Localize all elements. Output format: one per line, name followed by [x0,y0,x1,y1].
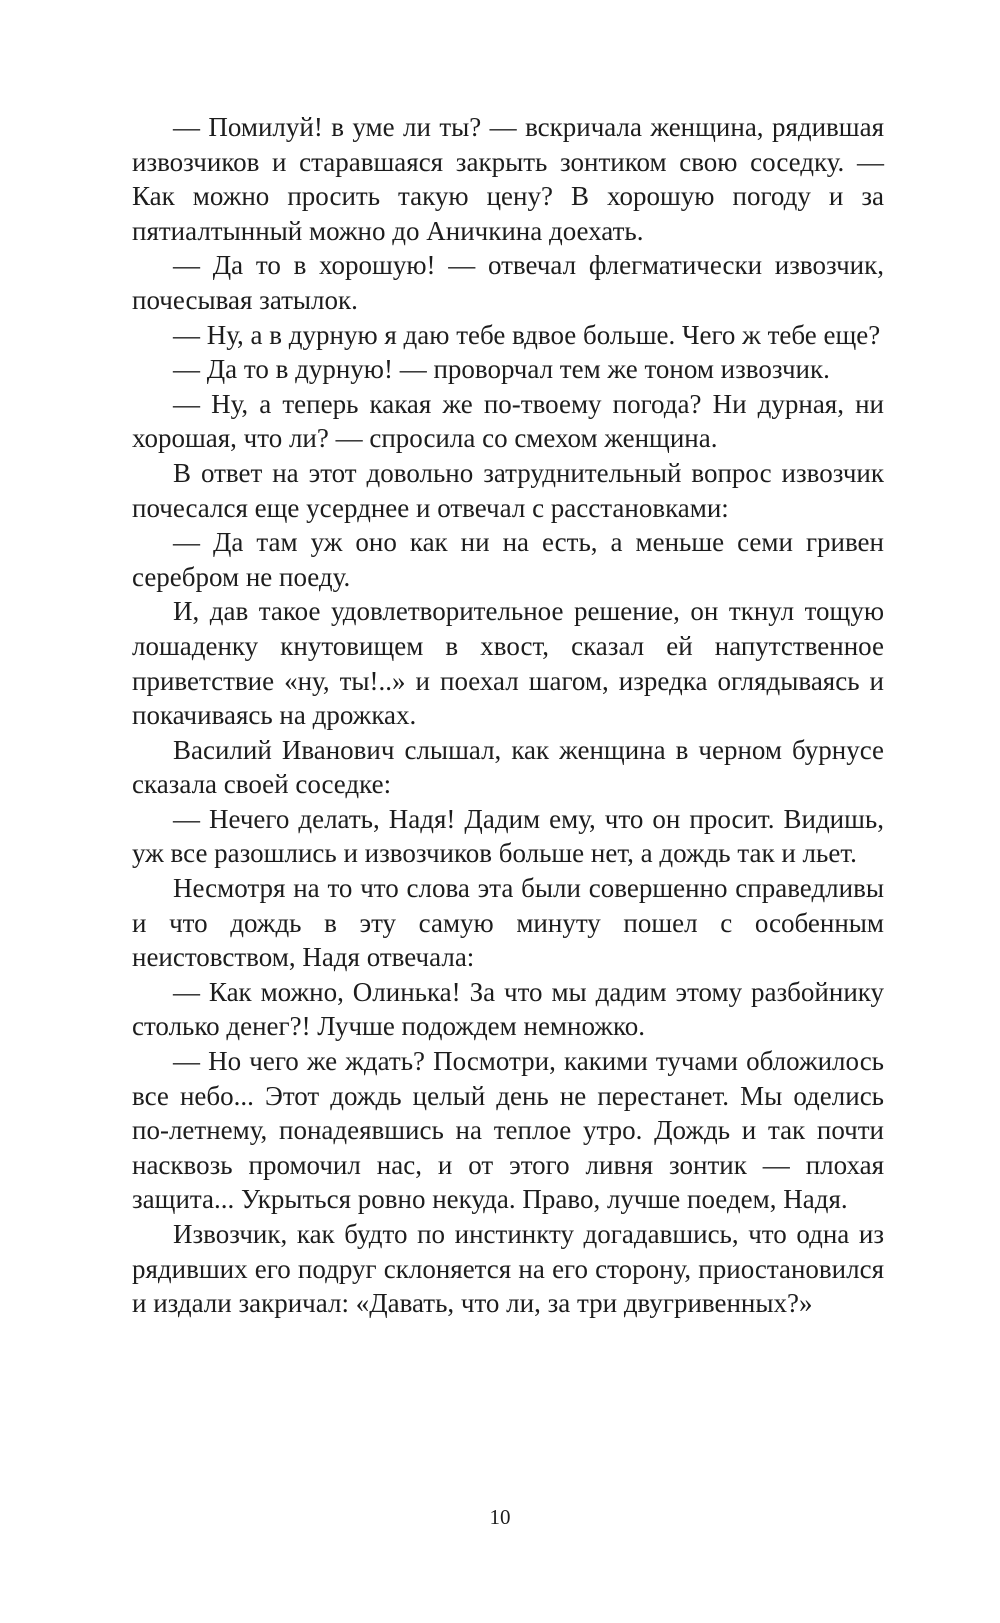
paragraph: — Да то в хорошую! — отвечал флегматически извозчик, почесывая затылок. [132,250,884,315]
paragraph: В ответ на этот довольно затруднительный вопрос извозчик почесался еще усерднее и отвечал с расстановками: [132,457,884,523]
body-text [132,110,884,1321]
paragraph: — Как можно, Олинька! За что мы дадим этому разбойнику столько денег?! Лучше подождем немножко. [132,976,884,1042]
paragraph: Извозчик, как будто по инстинкту догадавшись, что одна из рядивших его подруг склоняется на его сторону, приостановился и издали закричал: «Давать, что ли, за три двугривенных?» [132,1219,884,1319]
paragraph: — Помилуй! в уме ли ты? — вскричала женщина, рядившая извозчиков и старавшаяся закрыть зонтиком свою соседку. — Как можно просить такую цену? В хорошую погоду и за пятиалтынный можно до Аничкина доехать. [132,112,884,246]
paragraph: — Нечего делать, Надя! Дадим ему, что он просит. Видишь, уж все разошлись и извозчиков больше нет, а дождь так и льет. [132,803,884,869]
paragraph: — Ну, а теперь какая же по-твоему погода? Ни дурная, ни хорошая, что ли? — спросила со смехом женщина. [132,388,884,454]
paragraph: — Да то в дурную! — проворчал тем же тоном извозчик. [173,354,830,385]
page-number: 10 [489,1505,511,1529]
paragraph: Василий Иванович слышал, как женщина в черном бурнусе сказала своей соседке: [132,734,884,800]
paragraph: И, дав такое удовлетворительное решение, он ткнул тощую лошаденку кнутовищем в хвост, сказал ей напутственное приветствие «ну, ты!..» и поехал шагом, изредка оглядываясь и покачиваясь на дрожках. [132,596,884,731]
paragraph: — Но чего же ждать? Посмотри, какими тучами обложилось все небо... Этот дождь целый день не перестанет. Мы оделись по-летнему, понадеявшись на теплое утро. Дождь и так почти насквозь промочил нас, и от этого ливня зонтик — плохая защита... Укрыться ровно некуда. Право, лучше поедем, Надя. [132,1046,884,1215]
paragraph: — Ну, а в дурную я даю тебе вдвое больше. Чего ж тебе еще? [173,319,881,350]
paragraph: Несмотря на то что слова эта были совершенно справедливы и что дождь в эту самую минуту пошел с особенным неистовством, Надя отвечала: [132,873,884,973]
paragraph: — Да там уж оно как ни на есть, а меньше семи гривен серебром не поеду. [132,527,884,592]
